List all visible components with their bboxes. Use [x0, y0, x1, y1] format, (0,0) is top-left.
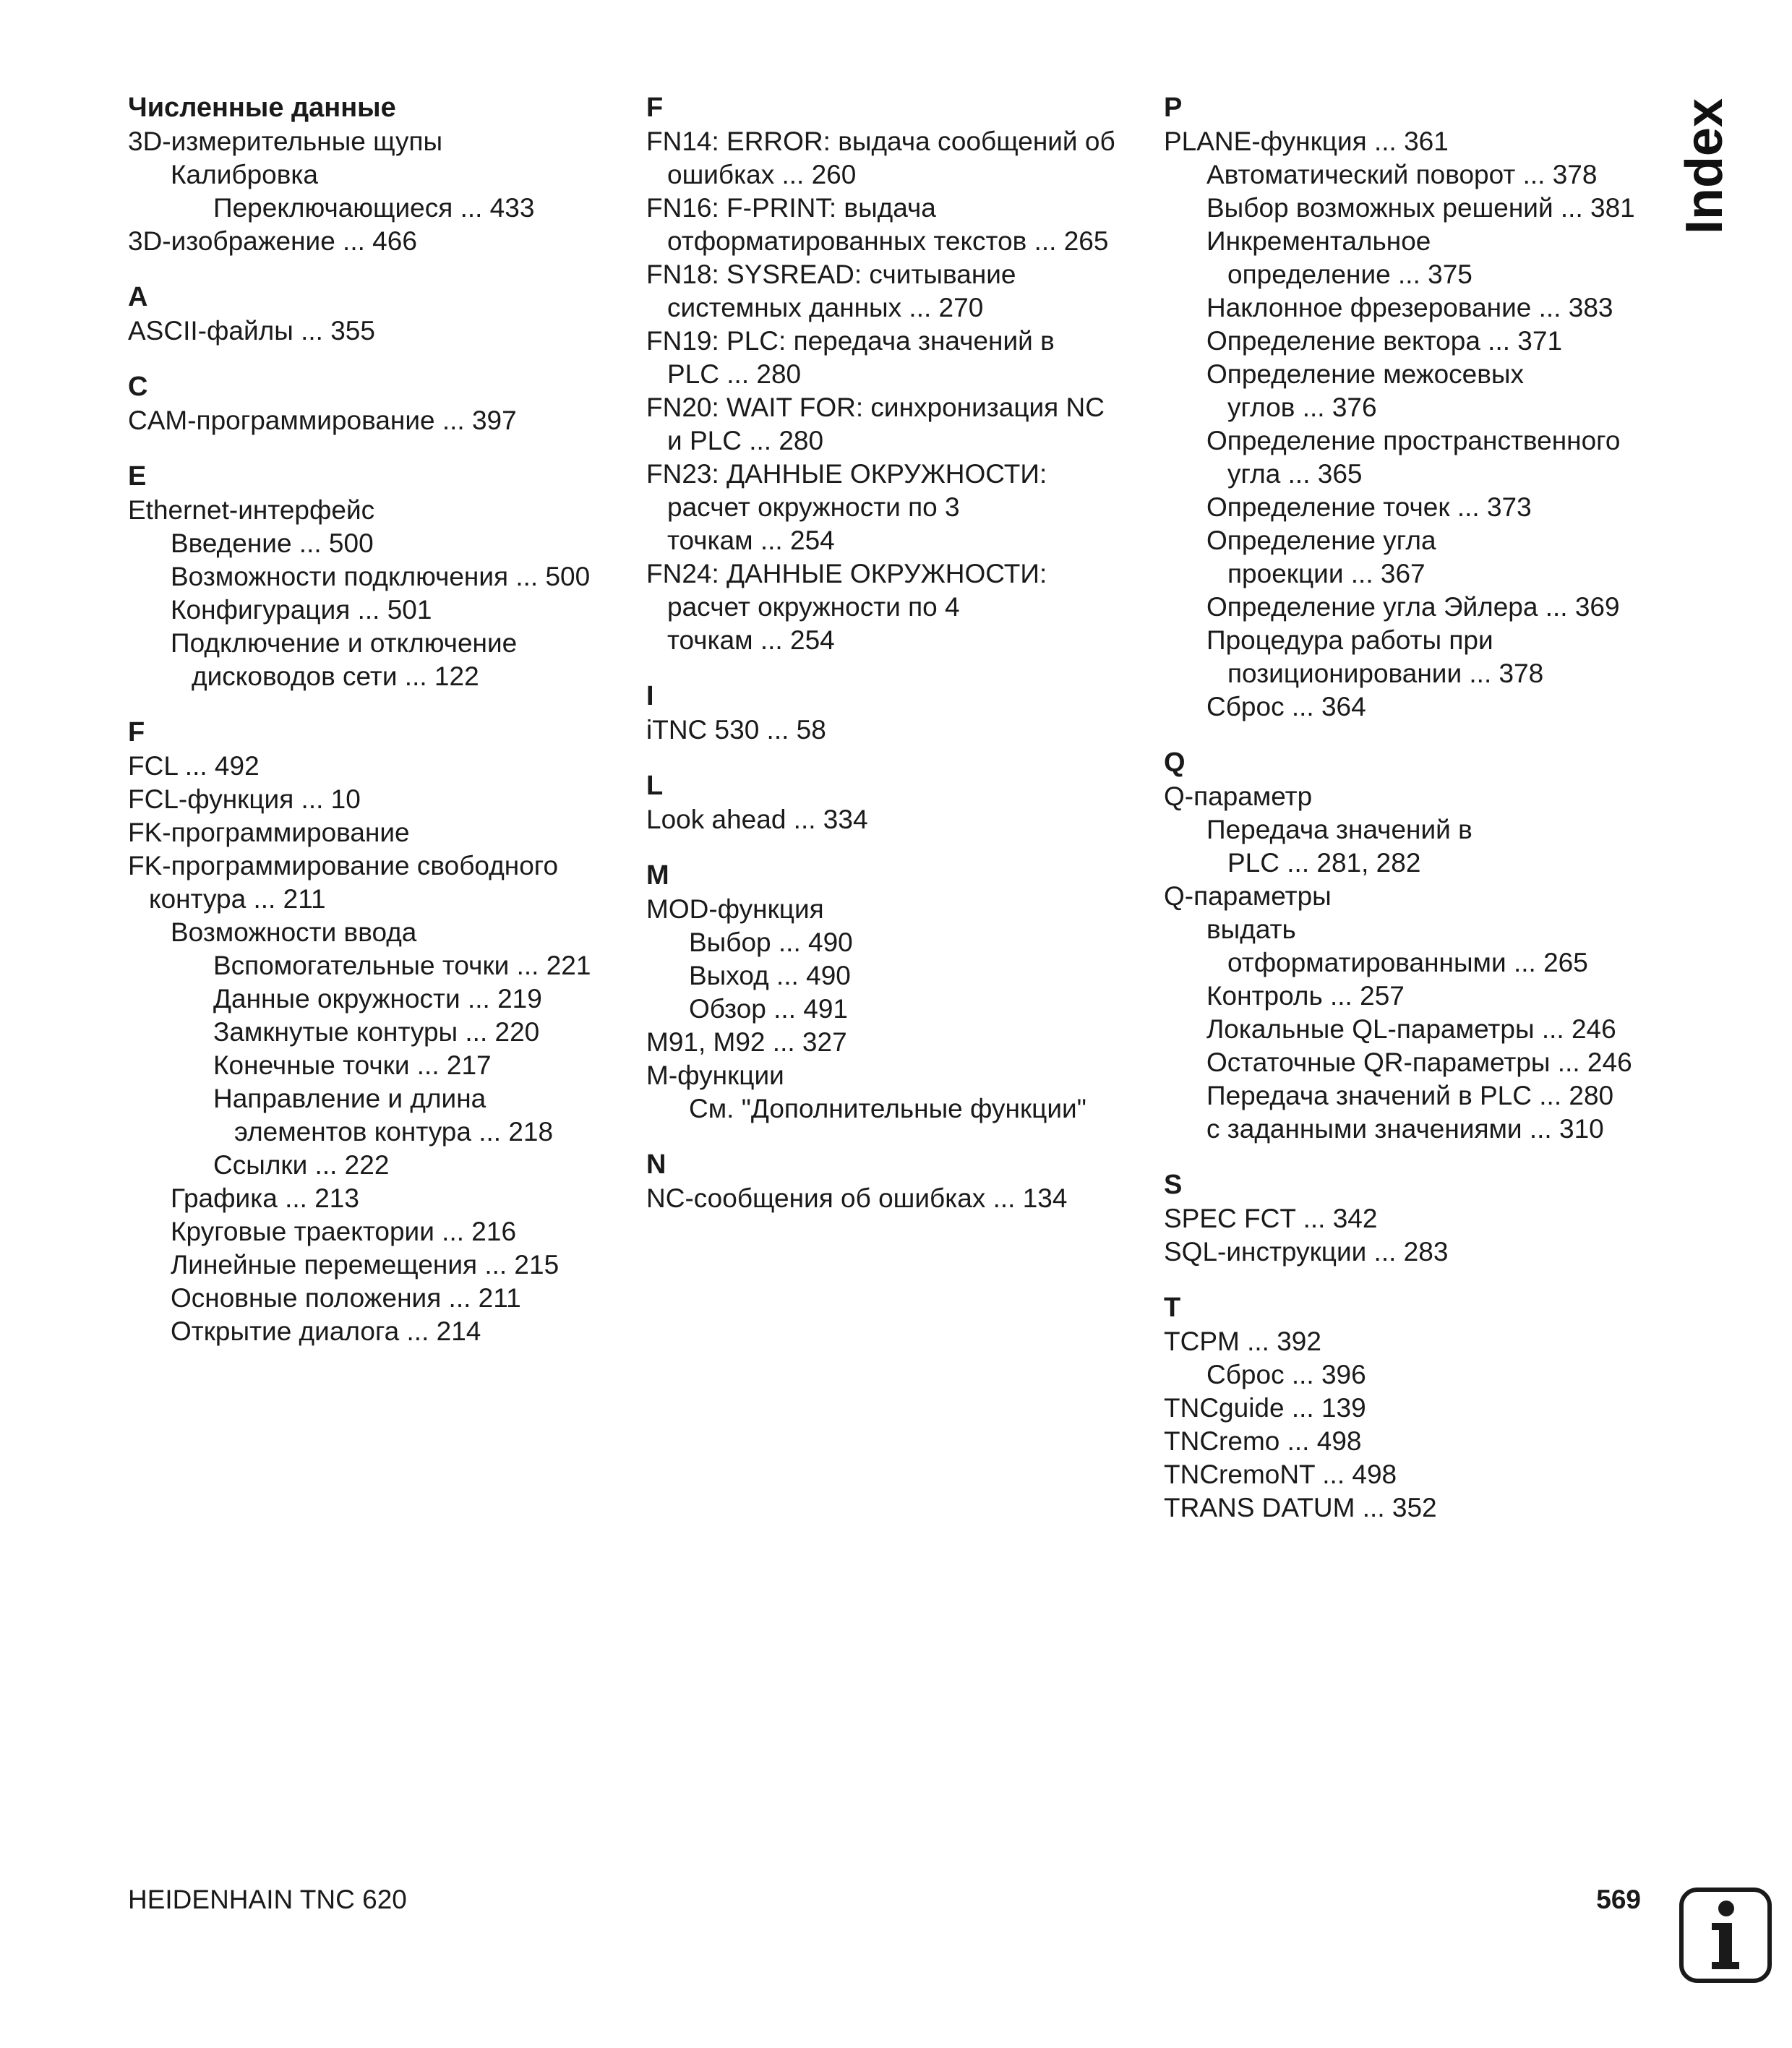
index-entry [128, 916, 634, 949]
index-entry [128, 1315, 634, 1348]
index-column-2 [646, 90, 1152, 1237]
entry-text: Открытие диалога ... 214 [171, 1316, 481, 1346]
index-entry [1164, 1325, 1670, 1358]
index-entry [128, 494, 634, 527]
index-entry [128, 1016, 634, 1049]
index-entry [128, 1282, 634, 1315]
entry-text: Данные окружности ... 219 [213, 984, 542, 1014]
entry-text: Определение вектора ... 371 [1206, 326, 1563, 356]
index-section [1164, 90, 1670, 724]
entry-text: Конечные точки ... 217 [213, 1050, 492, 1080]
entry-continuation: контура ... 211 [149, 884, 326, 914]
index-entry [646, 258, 1152, 325]
index-entry [1164, 1425, 1670, 1458]
index-entry [128, 1149, 634, 1182]
index-entry [1164, 1235, 1670, 1269]
entry-text: Ссылки ... 222 [213, 1150, 390, 1180]
entry-text: Определение пространственного [1206, 426, 1621, 455]
index-entry [646, 391, 1152, 458]
entry-text: FN16: F-PRINT: выдача [646, 193, 936, 223]
index-entry [646, 1026, 1152, 1059]
index-entry [646, 803, 1152, 836]
footer-title: HEIDENHAIN TNC 620 [128, 1885, 407, 1914]
entry-text: Введение ... 500 [171, 528, 374, 558]
section-heading: F [646, 93, 664, 123]
entry-text: TNCremo ... 498 [1164, 1426, 1362, 1456]
entry-text: См. "Дополнительные функции" [689, 1094, 1086, 1123]
index-entry [128, 949, 634, 982]
index-entry [646, 893, 1152, 926]
entry-text: Вспомогательные точки ... 221 [213, 951, 591, 980]
section-heading: P [1164, 93, 1183, 123]
entry-continuation: позиционировании ... 378 [1227, 659, 1544, 688]
index-entry [128, 560, 634, 594]
entry-text: FN23: ДАННЫЕ ОКРУЖНОСТИ: [646, 459, 1047, 489]
entry-text: Определение межосевых [1206, 359, 1524, 389]
entry-text: Автоматический поворот ... 378 [1206, 160, 1598, 189]
index-entry [646, 458, 1152, 557]
index-section [128, 280, 634, 348]
section-heading: Q [1164, 747, 1186, 778]
entry-text: с заданными значениями ... 310 [1206, 1114, 1604, 1144]
index-entry [1164, 158, 1670, 192]
entry-text: FN24: ДАННЫЕ ОКРУЖНОСТИ: [646, 559, 1047, 588]
index-entry [646, 1059, 1152, 1092]
entry-text: Q-параметр [1164, 781, 1313, 811]
entry-text: Ethernet-интерфейс [128, 495, 375, 525]
index-entry [646, 557, 1152, 657]
index-entry [128, 527, 634, 560]
index-section [128, 90, 634, 258]
entry-text: Обзор ... 491 [689, 994, 848, 1024]
entry-text: SQL-инструкции ... 283 [1164, 1237, 1449, 1267]
entry-text: MOD-функция [646, 894, 824, 924]
entry-text: Локальные QL-параметры ... 246 [1206, 1014, 1616, 1044]
index-section [128, 369, 634, 437]
index-entry [646, 1182, 1152, 1215]
index-entry [1164, 491, 1670, 524]
entry-text: ASCII-файлы ... 355 [128, 316, 375, 346]
index-entry [646, 325, 1152, 391]
entry-text: M-функции [646, 1061, 784, 1090]
section-heading: E [128, 461, 147, 492]
entry-text: Основные положения ... 211 [171, 1283, 521, 1313]
entry-text: Определение угла [1206, 526, 1436, 555]
entry-text: Графика ... 213 [171, 1183, 359, 1213]
index-entry [1164, 980, 1670, 1013]
entry-text: выдать [1206, 914, 1296, 944]
entry-text: TNCremoNT ... 498 [1164, 1460, 1397, 1489]
index-entry [1164, 1202, 1670, 1235]
index-entry [128, 783, 634, 816]
entry-text: Передача значений в PLC ... 280 [1206, 1081, 1614, 1110]
index-column-1 [128, 90, 634, 1370]
entry-text: TNCguide ... 139 [1164, 1393, 1366, 1423]
entry-text: iTNC 530 ... 58 [646, 715, 826, 745]
entry-continuation: точкам ... 254 [667, 625, 835, 655]
index-entry [128, 404, 634, 437]
entry-continuation: PLC ... 281, 282 [1227, 848, 1421, 878]
entry-text: SPEC FCT ... 342 [1164, 1204, 1378, 1233]
entry-continuation: и PLC ... 280 [667, 426, 824, 455]
index-entry [646, 993, 1152, 1026]
entry-text: Определение точек ... 373 [1206, 492, 1532, 522]
index-entry [1164, 591, 1670, 624]
entry-text: Калибровка [171, 160, 318, 189]
entry-text: 3D-измерительные щупы [128, 127, 443, 156]
index-entry [1164, 524, 1670, 591]
index-entry [128, 158, 634, 192]
entry-continuation: PLC ... 280 [667, 359, 802, 389]
index-entry [128, 314, 634, 348]
entry-continuation: проекции ... 367 [1227, 559, 1426, 588]
index-entry [1164, 225, 1670, 291]
index-entry [128, 627, 634, 693]
index-entry [128, 1248, 634, 1282]
side-tab-label: Index [1676, 98, 1733, 235]
index-entry [1164, 1458, 1670, 1491]
entry-text: PLANE-функция ... 361 [1164, 127, 1449, 156]
index-entry [646, 959, 1152, 993]
entry-text: Определение угла Эйлера ... 369 [1206, 592, 1620, 622]
index-section [646, 90, 1152, 657]
entry-text: Процедура работы при [1206, 625, 1493, 655]
entry-continuation: угла ... 365 [1227, 459, 1363, 489]
index-entry [1164, 1013, 1670, 1046]
entry-text: Остаточные QR-параметры ... 246 [1206, 1047, 1632, 1077]
entry-continuation: отформатированными ... 265 [1227, 948, 1588, 977]
entry-text: Выбор ... 490 [689, 927, 853, 957]
index-entry [646, 714, 1152, 747]
entry-text: Передача значений в [1206, 815, 1472, 844]
index-entry [1164, 813, 1670, 880]
entry-continuation: отформатированных текстов ... 265 [667, 226, 1109, 256]
index-entry [128, 1082, 634, 1149]
entry-text: FN14: ERROR: выдача сообщений об [646, 127, 1115, 156]
info-icon [1679, 1887, 1772, 1984]
entry-text: Подключение и отключение [171, 628, 518, 658]
entry-continuation: системных данных ... 270 [667, 293, 984, 322]
entry-text: M91, M92 ... 327 [646, 1027, 847, 1057]
index-entry [1164, 1392, 1670, 1425]
entry-text: Выход ... 490 [689, 961, 851, 990]
index-entry [1164, 358, 1670, 424]
index-entry [1164, 125, 1670, 158]
entry-continuation: углов ... 376 [1227, 393, 1377, 422]
index-entry [1164, 780, 1670, 813]
index-entry [646, 926, 1152, 959]
entry-continuation: точкам ... 254 [667, 526, 835, 555]
section-heading: T [1164, 1293, 1181, 1323]
section-heading: L [646, 771, 664, 801]
entry-text: CAM-программирование ... 397 [128, 406, 517, 435]
index-entry [128, 125, 634, 158]
entry-text: Контроль ... 257 [1206, 981, 1405, 1011]
index-entry [1164, 624, 1670, 690]
index-entry [128, 849, 634, 916]
index-entry [128, 816, 634, 849]
index-section [1164, 745, 1670, 1146]
index-entry [1164, 913, 1670, 980]
index-entry [1164, 1358, 1670, 1392]
index-entry [1164, 690, 1670, 724]
index-entry [128, 192, 634, 225]
page-number: 569 [1596, 1885, 1641, 1914]
index-entry [1164, 1491, 1670, 1525]
index-entry [128, 750, 634, 783]
entry-continuation: элементов контура ... 218 [234, 1117, 554, 1147]
index-entry [128, 594, 634, 627]
entry-text: TRANS DATUM ... 352 [1164, 1493, 1437, 1522]
index-section [646, 768, 1152, 836]
index-entry [646, 192, 1152, 258]
entry-text: TCPM ... 392 [1164, 1327, 1321, 1356]
section-heading: Численные данные [128, 93, 396, 123]
entry-continuation: дисководов сети ... 122 [192, 661, 479, 691]
index-entry [1164, 192, 1670, 225]
index-section [1164, 1167, 1670, 1269]
section-heading: F [128, 717, 145, 747]
entry-text: FN18: SYSREAD: считывание [646, 260, 1016, 289]
entry-text: FN19: PLC: передача значений в [646, 326, 1055, 356]
entry-text: Q-параметры [1164, 881, 1332, 911]
index-section [1164, 1290, 1670, 1525]
index-entry [128, 1182, 634, 1215]
entry-text: FN20: WAIT FOR: синхронизация NC [646, 393, 1105, 422]
entry-continuation: определение ... 375 [1227, 260, 1472, 289]
index-section [128, 715, 634, 1348]
entry-text: Конфигурация ... 501 [171, 595, 432, 625]
index-entry [128, 1215, 634, 1248]
index-entry [1164, 880, 1670, 913]
entry-text: Сброс ... 364 [1206, 692, 1366, 721]
entry-text: Сброс ... 396 [1206, 1360, 1366, 1389]
side-tab [1676, 94, 1733, 239]
entry-text: Возможности ввода [171, 917, 417, 947]
index-section [646, 1147, 1152, 1215]
section-heading: A [128, 282, 148, 312]
entry-text: 3D-изображение ... 466 [128, 226, 417, 256]
entry-continuation: ошибках ... 260 [667, 160, 857, 189]
section-heading: M [646, 860, 669, 891]
index-entry [646, 125, 1152, 192]
section-heading: N [646, 1149, 666, 1180]
index-column-3 [1164, 90, 1670, 1546]
index-section [646, 858, 1152, 1126]
index-entry [1164, 325, 1670, 358]
entry-text: Линейные перемещения ... 215 [171, 1250, 560, 1280]
index-entry [1164, 424, 1670, 491]
entry-text: Направление и длина [213, 1084, 486, 1113]
entry-text: Инкрементальное [1206, 226, 1431, 256]
entry-text: FK-программирование [128, 818, 410, 847]
index-entry [1164, 1113, 1670, 1146]
section-heading: C [128, 372, 148, 402]
index-section [646, 679, 1152, 747]
entry-text: FK-программирование свободного [128, 851, 559, 881]
index-entry [1164, 1046, 1670, 1079]
entry-text: Круговые траектории ... 216 [171, 1217, 517, 1246]
index-entry [1164, 1079, 1670, 1113]
entry-text: Переключающиеся ... 433 [213, 193, 535, 223]
index-entry [646, 1092, 1152, 1126]
index-section [128, 459, 634, 693]
entry-text: Возможности подключения ... 500 [171, 562, 591, 591]
entry-continuation: расчет окружности по 3 [667, 492, 960, 522]
entry-text: FCL ... 492 [128, 751, 260, 781]
entry-text: FCL-функция ... 10 [128, 784, 361, 814]
index-entry [128, 1049, 634, 1082]
entry-text: NC-сообщения об ошибках ... 134 [646, 1183, 1068, 1213]
index-entry [128, 982, 634, 1016]
section-heading: S [1164, 1170, 1183, 1200]
entry-text: Замкнутые контуры ... 220 [213, 1017, 540, 1047]
entry-text: Выбор возможных решений ... 381 [1206, 193, 1635, 223]
entry-continuation: расчет окружности по 4 [667, 592, 960, 622]
index-entry [1164, 291, 1670, 325]
section-heading: I [646, 681, 654, 711]
index-entry [128, 225, 634, 258]
entry-text: Look ahead ... 334 [646, 805, 868, 834]
entry-text: Наклонное фрезерование ... 383 [1206, 293, 1613, 322]
